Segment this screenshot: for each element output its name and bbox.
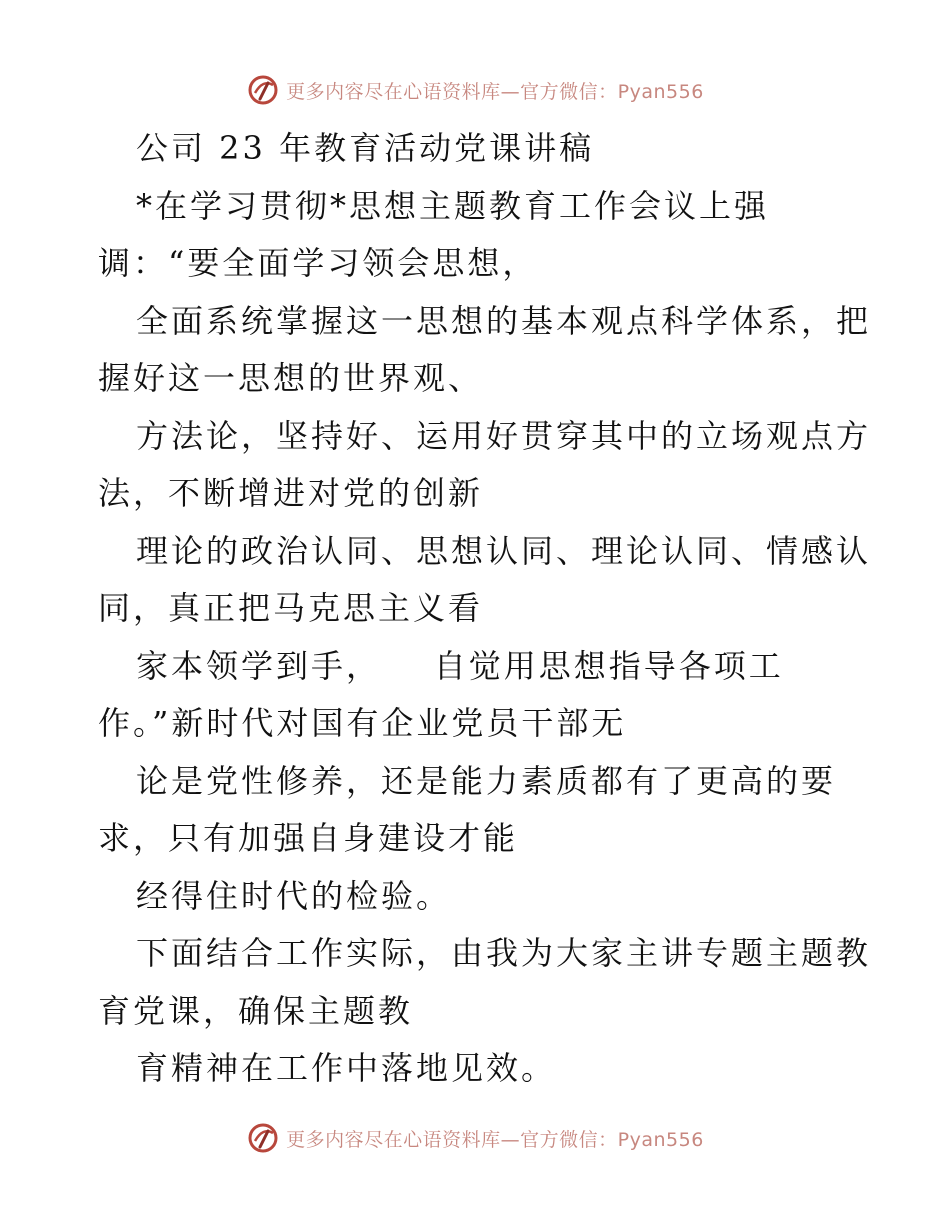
text-line: 法，不断增进对党的创新	[98, 474, 484, 512]
text-line: 育党课，确保主题教	[98, 991, 414, 1030]
text-line: 理论的政治认同、思想认同、理论认同、情感认	[136, 531, 872, 570]
text-line: 家本领学到手， 自觉用思想指导各项工	[136, 646, 784, 685]
text-line: 经得住时代的检验。	[136, 876, 452, 915]
text-line: 握好这一思想的世界观、	[98, 359, 484, 397]
text-line: 同，真正把马克思主义看	[98, 589, 484, 627]
text-line: 求，只有加强自身建设才能	[98, 819, 519, 857]
text-line: 公司 23 年教育活动党课讲稿	[136, 129, 595, 167]
watermark-text: 更多内容尽在心语资料库—官方微信：Pyan556	[286, 80, 704, 103]
document-body	[98, 120, 872, 1098]
watermark-header	[0, 70, 950, 110]
watermark-footer	[0, 1118, 950, 1158]
text-line: *在学习贯彻*思想主题教育工作会议上强	[136, 186, 770, 225]
text-line: 论是党性修养，还是能力素质都有了更高的要	[136, 761, 837, 800]
text-line: 全面系统掌握这一思想的基本观点科学体系，把	[136, 301, 872, 340]
text-line: 育精神在工作中落地见效。	[136, 1049, 557, 1087]
text-line: 作。”新时代对国有企业党员干部无	[98, 704, 627, 742]
text-line: 方法论，坚持好、运用好贯穿其中的立场观点方	[136, 416, 872, 455]
watermark-text: 更多内容尽在心语资料库—官方微信：Pyan556	[286, 1128, 704, 1151]
swirl-logo-icon	[246, 73, 280, 107]
text-line: 调：“要全面学习领会思想，	[98, 244, 538, 282]
swirl-logo-icon	[246, 1121, 280, 1155]
text-line: 下面结合工作实际，由我为大家主讲专题主题教	[136, 934, 872, 972]
